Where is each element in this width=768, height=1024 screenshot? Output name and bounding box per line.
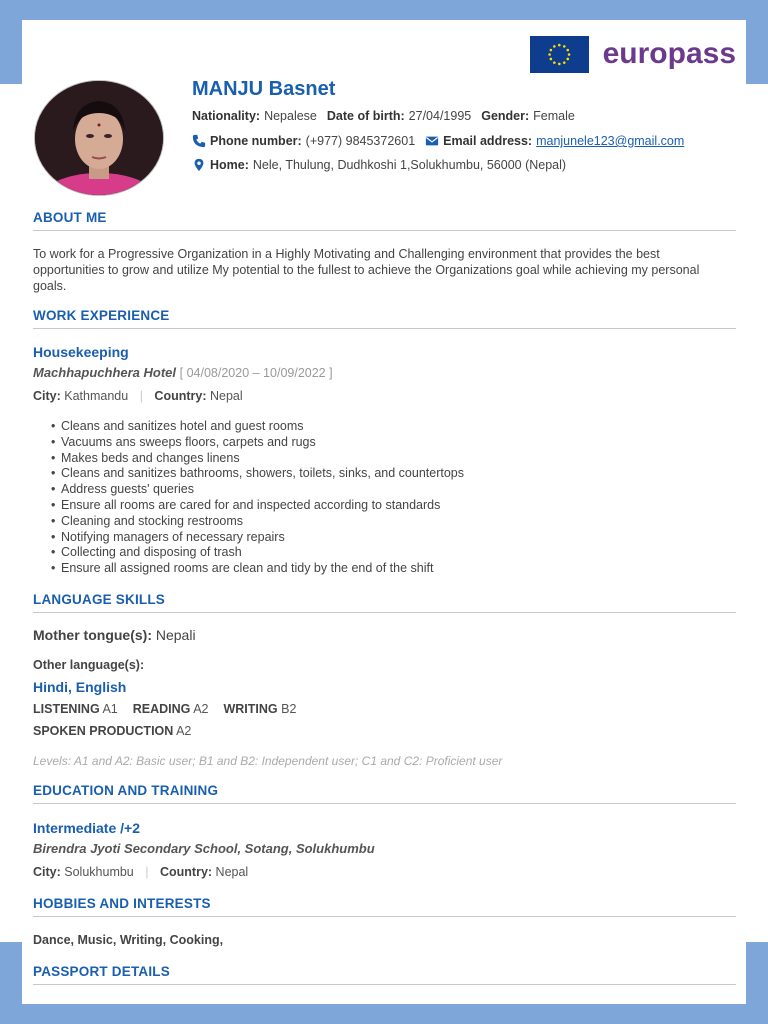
reading-level: A2: [193, 702, 209, 716]
personal-info-line: [192, 109, 575, 123]
cv-page: [22, 20, 746, 1004]
work-country: Nepal: [209, 389, 243, 403]
section-work-title: WORK EXPERIENCE: [33, 308, 736, 329]
location-pin-icon: [192, 158, 206, 172]
nationality-label: Nationality:: [192, 109, 261, 123]
writing-label: WRITING: [223, 702, 278, 716]
list-item: • Address guests' queries: [51, 482, 195, 497]
mother-tongue: [33, 627, 196, 643]
list-item: • Notifying managers of necessary repairs: [51, 529, 285, 544]
home-label: Home:: [210, 158, 249, 172]
list-item: • Cleaning and stocking restrooms: [51, 513, 244, 528]
list-item: • Ensure all assigned rooms are clean and tidy by the end of the shift: [51, 561, 434, 576]
work-location: City: Kathmandu | Country: Nepal: [33, 389, 243, 403]
edu-city: Solukhumbu: [64, 865, 134, 879]
dob-label: Date of birth:: [326, 109, 405, 123]
phone-icon: [192, 134, 206, 148]
job-title: Housekeeping: [33, 344, 129, 360]
duties-list: [51, 419, 464, 577]
list-item: • Collecting and disposing of trash: [51, 545, 242, 560]
section-languages-title: LANGUAGE SKILLS: [33, 592, 736, 613]
education-location: City: Solukhumbu | Country: Nepal: [33, 865, 249, 879]
phone-value: (+977) 9845372601: [305, 134, 416, 148]
avatar: [34, 80, 164, 196]
profile-photo: [35, 81, 163, 195]
spoken-label: SPOKEN PRODUCTION: [33, 724, 174, 738]
edu-city-label: City:: [33, 865, 61, 879]
list-item: • Makes beds and changes linens: [51, 450, 240, 465]
home-info-line: [192, 158, 566, 172]
school-name: Birendra Jyoti Secondary School, Sotang, Solukhumbu: [33, 841, 375, 856]
list-item: • Cleans and sanitizes hotel and guest rooms: [51, 419, 304, 433]
work-country-label: Country:: [154, 389, 207, 403]
email-link[interactable]: manjunele123@gmail.com: [536, 134, 685, 148]
europass-logo: [530, 35, 736, 73]
other-languages: Hindi, English: [33, 679, 127, 695]
section-hobbies-title: HOBBIES AND INTERESTS: [33, 896, 736, 917]
about-text: To work for a Progressive Organization in a Highly Motivating and Challenging environment that provides the best opportunities to grow and utilize My potential to the fullest to achieve the Organizations goal while achieving my personal goals.: [33, 247, 700, 293]
person-name: MANJU Basnet: [192, 78, 336, 100]
mother-tongue-label: Mother tongue(s):: [33, 627, 152, 643]
mother-tongue-value: Nepali: [155, 627, 196, 643]
work-city: Kathmandu: [64, 389, 129, 403]
levels-legend: Levels: A1 and A2: Basic user; B1 and B2: Independent user; C1 and C2: Proficient user: [33, 754, 503, 768]
dob-value: 27/04/1995: [408, 109, 472, 123]
list-item: • Vacuums ans sweeps floors, carpets and rugs: [51, 434, 316, 449]
list-item: • Cleans and sanitizes bathrooms, showers, toilets, sinks, and countertops: [51, 466, 464, 481]
employer-name: Machhapuchhera Hotel: [33, 365, 177, 380]
envelope-icon: [425, 134, 439, 148]
gender-label: Gender:: [481, 109, 530, 123]
nationality-value: Nepalese: [264, 109, 317, 123]
writing-level: B2: [281, 702, 297, 716]
contact-info-line: [192, 134, 684, 148]
edu-country-label: Country:: [159, 865, 213, 879]
employer: [33, 365, 333, 380]
eu-flag-icon: [530, 36, 589, 73]
spoken-level: A2: [176, 724, 192, 738]
spoken-production: [33, 724, 191, 738]
employment-dates: [ 04/08/2020 – 10/09/2022 ]: [179, 366, 333, 380]
reading-label: READING: [132, 702, 191, 716]
list-item: • Ensure all rooms are cared for and inspected according to standards: [51, 497, 441, 512]
edu-country: Nepal: [215, 865, 249, 879]
listening-level: A1: [102, 702, 118, 716]
logo-text: europass: [602, 37, 736, 70]
work-city-label: City:: [33, 389, 61, 403]
section-education-title: EDUCATION AND TRAINING: [33, 783, 736, 804]
gender-value: Female: [533, 109, 575, 123]
other-languages-label: Other language(s):: [33, 658, 145, 672]
phone-label: Phone number:: [210, 134, 302, 148]
email-label: Email address:: [443, 134, 533, 148]
section-about-title: ABOUT ME: [33, 210, 736, 231]
hobbies-text: Dance, Music, Writing, Cooking,: [33, 933, 224, 947]
language-levels: [33, 702, 296, 716]
home-value: Nele, Thulung, Dudhkoshi 1,Solukhumbu, 56000 (Nepal): [252, 158, 567, 172]
qualification: Intermediate /+2: [33, 820, 140, 836]
section-passport-title: PASSPORT DETAILS: [33, 964, 736, 985]
listening-label: LISTENING: [33, 702, 100, 716]
